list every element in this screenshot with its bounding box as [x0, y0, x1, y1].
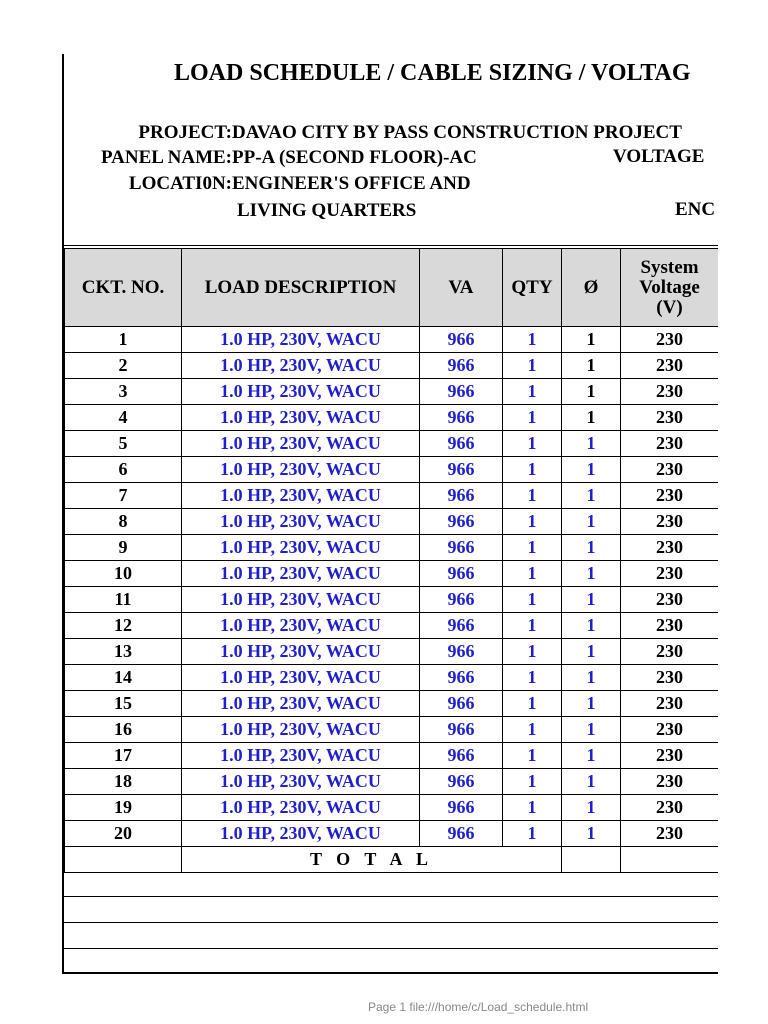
- panel-label: PANEL NAME:: [100, 147, 232, 168]
- header-divider: [64, 245, 718, 246]
- col-ckt-no: CKT. NO.: [65, 249, 182, 327]
- total-row: [65, 847, 719, 873]
- blank-rule-4: [64, 972, 718, 974]
- enc-label: ENC: [675, 199, 716, 220]
- cell-ckt-no: 1: [65, 327, 182, 353]
- table-row: [65, 717, 719, 743]
- cell-system-voltage: 230: [621, 405, 719, 431]
- table-row: [65, 587, 719, 613]
- cell-va: 966: [420, 457, 503, 483]
- cell-va: 966: [420, 327, 503, 353]
- cell-phase: 1: [562, 613, 621, 639]
- voltage-label: VOLTAGE: [613, 146, 705, 167]
- table-row: [65, 795, 719, 821]
- total-empty-voltage: [621, 847, 719, 873]
- cell-ckt-no: 2: [65, 353, 182, 379]
- table-row: [65, 405, 719, 431]
- table-body: [65, 327, 719, 847]
- cell-va: 966: [420, 613, 503, 639]
- cell-system-voltage: 230: [621, 639, 719, 665]
- cell-qty: 1: [503, 379, 562, 405]
- cell-load-description: 1.0 HP, 230V, WACU: [182, 639, 420, 665]
- cell-system-voltage: 230: [621, 353, 719, 379]
- cell-ckt-no: 8: [65, 509, 182, 535]
- table-row: [65, 561, 719, 587]
- cell-qty: 1: [503, 665, 562, 691]
- cell-phase: 1: [562, 327, 621, 353]
- cell-va: 966: [420, 769, 503, 795]
- table-row: [65, 509, 719, 535]
- table-header-row: [65, 249, 719, 327]
- cell-qty: 1: [503, 795, 562, 821]
- cell-ckt-no: 15: [65, 691, 182, 717]
- cell-system-voltage: 230: [621, 327, 719, 353]
- project-row: [64, 121, 682, 145]
- load-schedule-table: [64, 248, 718, 873]
- cell-qty: 1: [503, 691, 562, 717]
- cell-qty: 1: [503, 353, 562, 379]
- cell-system-voltage: 230: [621, 717, 719, 743]
- cell-phase: 1: [562, 717, 621, 743]
- cell-phase: 1: [562, 457, 621, 483]
- cell-va: 966: [420, 561, 503, 587]
- cell-load-description: 1.0 HP, 230V, WACU: [182, 509, 420, 535]
- cell-load-description: 1.0 HP, 230V, WACU: [182, 483, 420, 509]
- col-system-voltage: [621, 249, 719, 327]
- cell-ckt-no: 6: [65, 457, 182, 483]
- cell-qty: 1: [503, 743, 562, 769]
- cell-system-voltage: 230: [621, 613, 719, 639]
- cell-ckt-no: 3: [65, 379, 182, 405]
- cell-phase: 1: [562, 431, 621, 457]
- cell-va: 966: [420, 509, 503, 535]
- col-phase: Ø: [562, 249, 621, 327]
- location-value-2: LIVING QUARTERS: [237, 200, 417, 221]
- location-row: [64, 172, 471, 196]
- table-row: [65, 613, 719, 639]
- cell-load-description: 1.0 HP, 230V, WACU: [182, 561, 420, 587]
- cell-ckt-no: 7: [65, 483, 182, 509]
- cell-ckt-no: 9: [65, 535, 182, 561]
- table-row: [65, 769, 719, 795]
- cell-system-voltage: 230: [621, 691, 719, 717]
- project-label: PROJECT:: [138, 122, 232, 143]
- cell-va: 966: [420, 353, 503, 379]
- col-load-description: LOAD DESCRIPTION: [182, 249, 420, 327]
- table-row: [65, 457, 719, 483]
- table-row: [65, 821, 719, 847]
- col-voltage-line-3: (V): [656, 296, 683, 318]
- cell-phase: 1: [562, 535, 621, 561]
- page-footer: Page 1 file:///home/c/Load_schedule.html: [368, 1000, 589, 1014]
- cell-load-description: 1.0 HP, 230V, WACU: [182, 353, 420, 379]
- cell-load-description: 1.0 HP, 230V, WACU: [182, 431, 420, 457]
- table-row: [65, 535, 719, 561]
- cell-ckt-no: 10: [65, 561, 182, 587]
- cell-qty: 1: [503, 769, 562, 795]
- cell-phase: 1: [562, 769, 621, 795]
- cell-va: 966: [420, 743, 503, 769]
- cell-ckt-no: 12: [65, 613, 182, 639]
- table-row: [65, 665, 719, 691]
- cell-va: 966: [420, 691, 503, 717]
- cell-phase: 1: [562, 353, 621, 379]
- cell-va: 966: [420, 795, 503, 821]
- cell-phase: 1: [562, 587, 621, 613]
- cell-qty: 1: [503, 483, 562, 509]
- cell-qty: 1: [503, 457, 562, 483]
- table-row: [65, 743, 719, 769]
- cell-va: 966: [420, 405, 503, 431]
- table-row: [65, 379, 719, 405]
- cell-load-description: 1.0 HP, 230V, WACU: [182, 821, 420, 847]
- table-row: [65, 353, 719, 379]
- cell-va: 966: [420, 431, 503, 457]
- total-empty-ckt: [65, 847, 182, 873]
- col-voltage-line-2: Voltage: [639, 276, 700, 298]
- table-row: [65, 639, 719, 665]
- cell-phase: 1: [562, 691, 621, 717]
- cell-va: 966: [420, 821, 503, 847]
- cell-qty: 1: [503, 535, 562, 561]
- cell-system-voltage: 230: [621, 743, 719, 769]
- cell-phase: 1: [562, 379, 621, 405]
- blank-rule-2: [64, 922, 718, 923]
- cell-qty: 1: [503, 405, 562, 431]
- blank-rule-1: [64, 896, 718, 897]
- col-voltage-line-1: System: [640, 256, 699, 278]
- cell-load-description: 1.0 HP, 230V, WACU: [182, 717, 420, 743]
- cell-phase: 1: [562, 509, 621, 535]
- blank-rule-3: [64, 948, 718, 949]
- cell-phase: 1: [562, 743, 621, 769]
- cell-ckt-no: 17: [65, 743, 182, 769]
- cell-phase: 1: [562, 561, 621, 587]
- cell-qty: 1: [503, 717, 562, 743]
- cell-phase: 1: [562, 821, 621, 847]
- cell-va: 966: [420, 665, 503, 691]
- cell-load-description: 1.0 HP, 230V, WACU: [182, 795, 420, 821]
- col-va: VA: [420, 249, 503, 327]
- cell-system-voltage: 230: [621, 665, 719, 691]
- panel-row: [64, 146, 477, 170]
- cell-qty: 1: [503, 431, 562, 457]
- cell-ckt-no: 20: [65, 821, 182, 847]
- project-value: DAVAO CITY BY PASS CONSTRUCTION PROJECT: [232, 122, 682, 143]
- cell-phase: 1: [562, 639, 621, 665]
- cell-qty: 1: [503, 587, 562, 613]
- cell-load-description: 1.0 HP, 230V, WACU: [182, 535, 420, 561]
- cell-system-voltage: 230: [621, 535, 719, 561]
- cell-load-description: 1.0 HP, 230V, WACU: [182, 327, 420, 353]
- cell-ckt-no: 4: [65, 405, 182, 431]
- cell-ckt-no: 18: [65, 769, 182, 795]
- cell-system-voltage: 230: [621, 457, 719, 483]
- panel-value: PP-A (SECOND FLOOR)-AC: [232, 147, 477, 168]
- cell-phase: 1: [562, 483, 621, 509]
- cell-system-voltage: 230: [621, 431, 719, 457]
- cell-load-description: 1.0 HP, 230V, WACU: [182, 379, 420, 405]
- cell-va: 966: [420, 483, 503, 509]
- location-label: LOCATI0N:: [128, 173, 232, 194]
- total-empty-phase: [562, 847, 621, 873]
- cell-va: 966: [420, 639, 503, 665]
- cell-qty: 1: [503, 613, 562, 639]
- schedule-sheet: [62, 54, 718, 974]
- cell-load-description: 1.0 HP, 230V, WACU: [182, 743, 420, 769]
- col-qty: QTY: [503, 249, 562, 327]
- cell-system-voltage: 230: [621, 795, 719, 821]
- cell-system-voltage: 230: [621, 509, 719, 535]
- cell-ckt-no: 13: [65, 639, 182, 665]
- cell-ckt-no: 5: [65, 431, 182, 457]
- cell-qty: 1: [503, 561, 562, 587]
- cell-ckt-no: 16: [65, 717, 182, 743]
- cell-va: 966: [420, 535, 503, 561]
- cell-system-voltage: 230: [621, 587, 719, 613]
- cell-ckt-no: 19: [65, 795, 182, 821]
- cell-load-description: 1.0 HP, 230V, WACU: [182, 587, 420, 613]
- cell-system-voltage: 230: [621, 561, 719, 587]
- table-row: [65, 327, 719, 353]
- cell-system-voltage: 230: [621, 821, 719, 847]
- cell-phase: 1: [562, 665, 621, 691]
- table-row: [65, 691, 719, 717]
- cell-qty: 1: [503, 327, 562, 353]
- cell-ckt-no: 14: [65, 665, 182, 691]
- table-row: [65, 431, 719, 457]
- cell-phase: 1: [562, 795, 621, 821]
- document-title: LOAD SCHEDULE / CABLE SIZING / VOLTAG: [174, 60, 691, 86]
- cell-system-voltage: 230: [621, 379, 719, 405]
- total-label: T O T A L: [182, 847, 562, 873]
- cell-system-voltage: 230: [621, 483, 719, 509]
- cell-load-description: 1.0 HP, 230V, WACU: [182, 691, 420, 717]
- cell-load-description: 1.0 HP, 230V, WACU: [182, 405, 420, 431]
- cell-system-voltage: 230: [621, 769, 719, 795]
- cell-load-description: 1.0 HP, 230V, WACU: [182, 769, 420, 795]
- table-row: [65, 483, 719, 509]
- cell-va: 966: [420, 379, 503, 405]
- cell-load-description: 1.0 HP, 230V, WACU: [182, 665, 420, 691]
- cell-ckt-no: 11: [65, 587, 182, 613]
- location-value-1: ENGINEER'S OFFICE AND: [232, 173, 471, 194]
- cell-phase: 1: [562, 405, 621, 431]
- cell-qty: 1: [503, 821, 562, 847]
- cell-qty: 1: [503, 509, 562, 535]
- cell-qty: 1: [503, 639, 562, 665]
- cell-load-description: 1.0 HP, 230V, WACU: [182, 457, 420, 483]
- cell-load-description: 1.0 HP, 230V, WACU: [182, 613, 420, 639]
- cell-va: 966: [420, 717, 503, 743]
- cell-va: 966: [420, 587, 503, 613]
